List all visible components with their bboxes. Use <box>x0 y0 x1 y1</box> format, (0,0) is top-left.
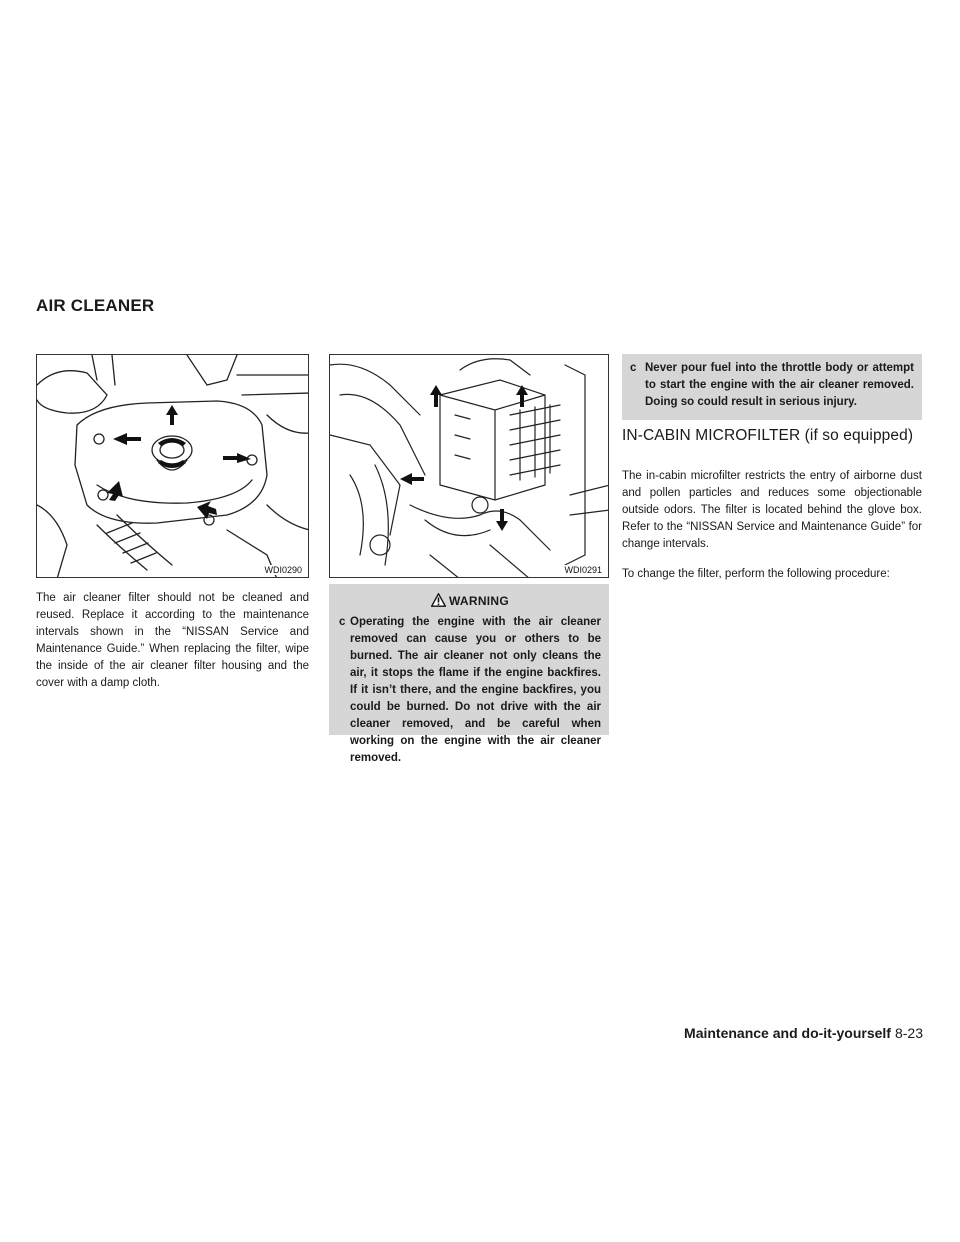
section-title: AIR CLEANER <box>36 296 155 315</box>
figure-air-cleaner-housing <box>36 354 309 578</box>
warning-box-continued <box>622 354 922 420</box>
warning-triangle-icon <box>431 593 446 607</box>
warning-item-2 <box>630 360 914 411</box>
footer-title: Maintenance and do-it-yourself <box>684 1025 891 1041</box>
warning-title-text: WARNING <box>448 594 510 608</box>
air-cleaner-illustration <box>37 355 309 578</box>
engine-bay-illustration <box>330 355 609 578</box>
warning-title <box>339 593 601 608</box>
microfilter-heading: IN-CABIN MICROFILTER (if so equipped) <box>622 427 914 444</box>
microfilter-paragraph-1: The in-cabin microfilter restricts the entry of airborne dust and pollen particles and reduces some objectionable outside odors. The filter is located behind the glove box. Refer to the “NISSAN Service and Maintenance Guide” for change intervals. <box>622 470 922 550</box>
bullet: c <box>630 362 637 374</box>
page-number: 8-23 <box>894 1025 923 1041</box>
bullet: c <box>339 616 346 628</box>
microfilter-paragraph-2: To change the filter, perform the following procedure: <box>622 568 890 580</box>
air-cleaner-paragraph: The air cleaner filter should not be cleaned and reused. Replace it according to the maintenance intervals shown in the “NISSAN Service and Maintenance Guide.” When replacing the filter, wipe the inside of the air cleaner filter housing and the cover with a damp cloth. <box>36 592 309 689</box>
arrow-icon <box>107 405 251 519</box>
warning-item-1 <box>339 614 601 767</box>
warning-item-2-text: Never pour fuel into the throttle body or attempt to start the engine with the air cleaner removed. Doing so could result in serious injury. <box>645 362 914 408</box>
page-footer <box>684 1025 923 1041</box>
figure-code-left: WDI0290 <box>264 565 302 575</box>
warning-box <box>329 584 609 764</box>
figure-code-middle: WDI0291 <box>564 565 602 575</box>
figure-engine-bay <box>329 354 609 578</box>
warning-item-1-text: Operating the engine with the air cleaner removed can cause you or others to be burned. The air cleaner not only cleans the air, it stops the flame if the engine backfires. If it isn’t there, and the engine backfires, you could be burned. Do not drive with the air cleaner removed, and be careful when working on the engine with the air cleaner removed. <box>350 616 601 764</box>
